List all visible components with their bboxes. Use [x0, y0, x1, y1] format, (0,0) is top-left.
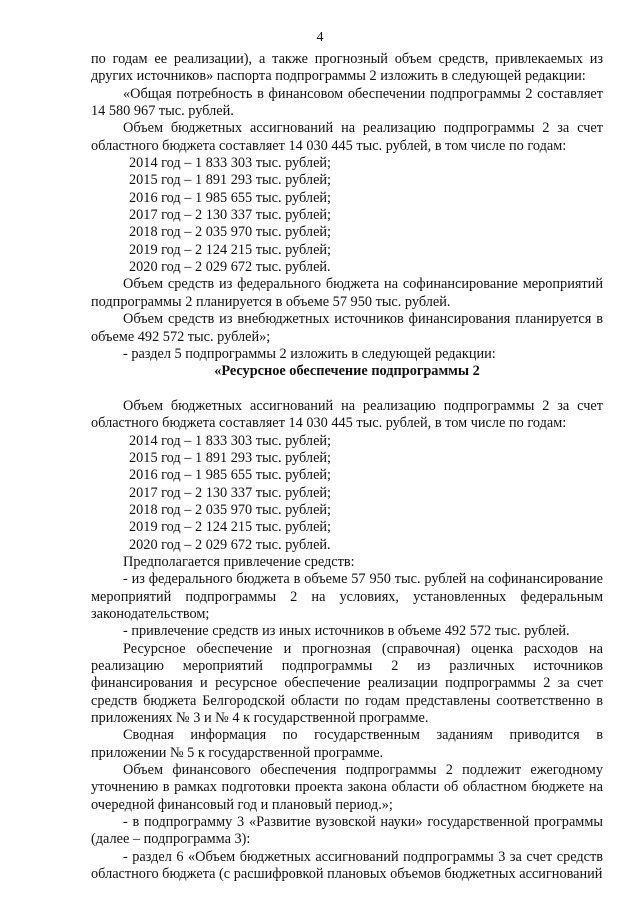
- paragraph: - привлечение средств из иных источников в объеме 492 572 тыс. рублей.: [123, 623, 570, 640]
- paragraph: 2019 год – 2 124 215 тыс. рублей;: [129, 241, 332, 258]
- paragraph: 2019 год – 2 124 215 тыс. рублей;: [129, 519, 332, 536]
- section-heading: «Ресурсное обеспечение подпрограммы 2: [214, 363, 480, 380]
- paragraph: «Общая потребность в финансовом обеспечении подпрограммы 2 составляет 14 580 967 тыс. рублей.: [91, 85, 603, 120]
- paragraph: Объем бюджетных ассигнований на реализацию подпрограммы 2 за счет областного бюджета составляет 14 030 445 тыс. рублей, в том числе по годам:: [91, 397, 603, 432]
- paragraph: 2017 год – 2 130 337 тыс. рублей;: [129, 207, 332, 224]
- paragraph: Объем средств из федерального бюджета на софинансирование мероприятий подпрограммы 2 планируется в объеме 57 950 тыс. рублей.: [91, 276, 603, 310]
- paragraph: 2014 год – 1 833 303 тыс. рублей;: [129, 432, 332, 449]
- paragraph: Сводная информация по государственным заданиям приводится в приложении № 5 к государственной программе.: [91, 727, 603, 761]
- paragraph: 2017 год – 2 130 337 тыс. рублей;: [129, 484, 332, 501]
- paragraph: - раздел 6 «Объем бюджетных ассигнований подпрограммы 3 за счет средств областного бюджета (с расшифровкой плановых объемов бюджетных ассигнований: [91, 848, 603, 883]
- paragraph: по годам ее реализации), а также прогнозный объем средств, привлекаемых из других источников» паспорта подпрограммы 2 изложить в следующей редакции:: [91, 51, 603, 85]
- paragraph: Объем средств из внебюджетных источников финансирования планируется в объеме 492 572 тыс. рублей»;: [91, 311, 603, 345]
- paragraph: 2020 год – 2 029 672 тыс. рублей.: [129, 259, 331, 276]
- paragraph: - из федерального бюджета в объеме 57 950 тыс. рублей на софинансирование мероприятий подпрограммы 2 на условиях, установленных федеральным законодательством;: [91, 571, 603, 622]
- document-body: [91, 51, 603, 884]
- paragraph: 2020 год – 2 029 672 тыс. рублей.: [129, 536, 331, 553]
- paragraph: Объем финансового обеспечения подпрограммы 2 подлежит ежегодному уточнению в рамках подготовки проекта закона области об областном бюджете на очередной финансовый год и плановый период.»;: [91, 762, 603, 813]
- paragraph: 2016 год – 1 985 655 тыс. рублей;: [129, 467, 332, 484]
- paragraph: 2015 год – 1 891 293 тыс. рублей;: [129, 172, 332, 189]
- paragraph: 2018 год – 2 035 970 тыс. рублей;: [129, 501, 332, 518]
- paragraph: - в подпрограмму 3 «Развитие вузовской науки» государственной программы (далее – подпрограмма 3):: [91, 814, 603, 848]
- paragraph: - раздел 5 подпрограммы 2 изложить в следующей редакции:: [123, 345, 496, 362]
- paragraph: 2018 год – 2 035 970 тыс. рублей;: [129, 224, 332, 241]
- blank-line: [91, 381, 603, 398]
- page-number: 4: [316, 30, 324, 45]
- paragraph: 2016 год – 1 985 655 тыс. рублей;: [129, 189, 332, 206]
- paragraph: Предполагается привлечение средств:: [123, 553, 355, 570]
- paragraph: Объем бюджетных ассигнований на реализацию подпрограммы 2 за счет областного бюджета составляет 14 030 445 тыс. рублей, в том числе по годам:: [91, 120, 603, 154]
- paragraph: 2015 год – 1 891 293 тыс. рублей;: [129, 449, 332, 466]
- paragraph: 2014 год – 1 833 303 тыс. рублей;: [129, 155, 332, 172]
- paragraph: Ресурсное обеспечение и прогнозная (справочная) оценка расходов на реализацию мероприятий подпрограммы 2 из различных источников финансирования и ресурсное обеспечение реализации подпрограммы 2 за счет средств бюджета Белгородской области по годам представлены соответственно в приложениях № 3 и № 4 к государственной программе.: [91, 640, 603, 727]
